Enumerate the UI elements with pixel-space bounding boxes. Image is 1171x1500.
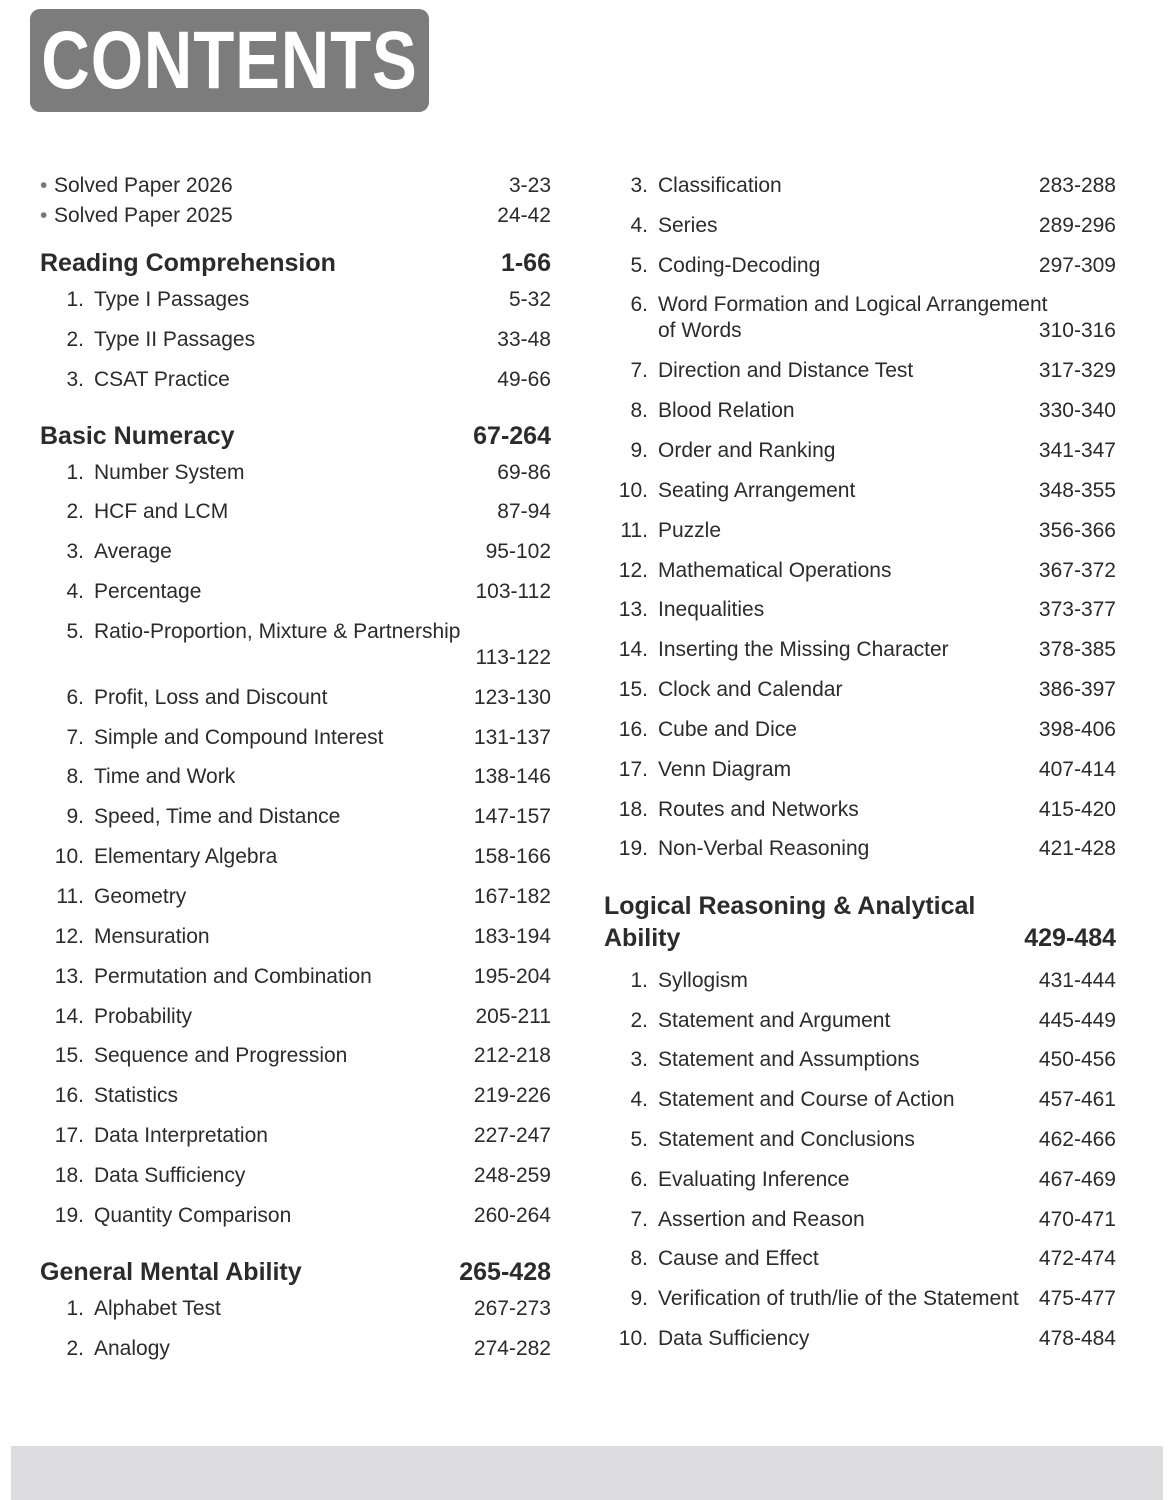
- entry-pages: 283-288: [1038, 174, 1116, 197]
- entry-pages: 472-474: [1038, 1247, 1116, 1270]
- entry-number: 19.: [54, 1204, 84, 1227]
- entry-pages: 24-42: [497, 204, 551, 227]
- entry-number: 17.: [54, 1124, 84, 1147]
- entry-title: Alphabet Test: [94, 1297, 221, 1320]
- entry-number: 14.: [618, 638, 648, 661]
- entry-pages: 373-377: [1038, 598, 1116, 621]
- entry-number: 12.: [54, 925, 84, 948]
- entry-title: Average: [94, 540, 172, 563]
- entry-title: Probability: [94, 1005, 193, 1028]
- entry-number: 3.: [66, 368, 84, 391]
- entry-pages: 348-355: [1038, 479, 1116, 502]
- entry-number: 9.: [630, 1287, 648, 1310]
- entry-title: Quantity Comparison: [94, 1204, 292, 1227]
- entry-pages: 219-226: [473, 1084, 551, 1107]
- entry-title: Non-Verbal Reasoning: [658, 837, 870, 860]
- entry-title: Clock and Calendar: [658, 678, 843, 701]
- entry-pages: 289-296: [1038, 214, 1116, 237]
- entry-pages: 123-130: [473, 686, 551, 709]
- entry-title: Coding-Decoding: [658, 254, 821, 277]
- entry-title: Routes and Networks: [658, 798, 859, 821]
- entry-number: 18.: [618, 798, 648, 821]
- entry-number: 2.: [66, 328, 84, 351]
- entry-title: Order and Ranking: [658, 439, 836, 462]
- entry-number: 14.: [54, 1005, 84, 1028]
- entry-pages: 378-385: [1038, 638, 1116, 661]
- entry-title: Cause and Effect: [658, 1247, 819, 1270]
- bullet: •: [40, 204, 48, 227]
- entry-number: 4.: [630, 1088, 648, 1111]
- entry-title: Inequalities: [658, 598, 765, 621]
- entry-pages: 227-247: [473, 1124, 551, 1147]
- entry-title: Profit, Loss and Discount: [94, 686, 328, 709]
- entry-pages: 341-347: [1038, 439, 1116, 462]
- entry-pages: 450-456: [1038, 1048, 1116, 1071]
- entry-number: 10.: [54, 845, 84, 868]
- section-title: Logical Reasoning & Analytical Ability: [604, 892, 976, 952]
- entry-title: Seating Arrangement: [658, 479, 856, 502]
- section-title: General Mental Ability: [40, 1258, 302, 1286]
- entry-number: 11.: [56, 885, 84, 908]
- entry-pages: 356-366: [1038, 519, 1116, 542]
- entry-number: 6.: [630, 293, 648, 316]
- entry-pages: 113-122: [475, 646, 551, 669]
- entry-pages: 167-182: [473, 885, 551, 908]
- entry-number: 6.: [630, 1168, 648, 1191]
- entry-number: 10.: [618, 479, 648, 502]
- entry-pages: 457-461: [1038, 1088, 1116, 1111]
- entry-title: Number System: [94, 461, 245, 484]
- entry-number: 4.: [630, 214, 648, 237]
- entry-number: 2.: [66, 500, 84, 523]
- entry-number: 6.: [66, 686, 84, 709]
- entry-title: Speed, Time and Distance: [94, 805, 341, 828]
- entry-pages: 367-372: [1038, 559, 1116, 582]
- entry-title: Word Formation and Logical Arrangement of Words: [658, 293, 1048, 342]
- entry-number: 17.: [618, 758, 648, 781]
- entry-title: Type II Passages: [94, 328, 256, 351]
- entry-number: 15.: [618, 678, 648, 701]
- entry-pages: 310-316: [1038, 319, 1116, 342]
- entry-pages: 87-94: [497, 500, 551, 523]
- entry-title: Data Sufficiency: [94, 1164, 246, 1187]
- toc-left-column: [40, 0, 551, 1400]
- entry-title: Sequence and Progression: [94, 1044, 348, 1067]
- entry-title: Elementary Algebra: [94, 845, 278, 868]
- entry-title: Data Sufficiency: [658, 1327, 810, 1350]
- section-pages: 67-264: [473, 422, 551, 450]
- entry-title: Geometry: [94, 885, 187, 908]
- entry-title: Data Interpretation: [94, 1124, 268, 1147]
- section-pages: 1-66: [500, 249, 551, 277]
- entry-title: Cube and Dice: [658, 718, 797, 741]
- entry-number: 16.: [54, 1084, 84, 1107]
- entry-title: Statement and Assumptions: [658, 1048, 920, 1071]
- entry-title: HCF and LCM: [94, 500, 229, 523]
- entry-title: Venn Diagram: [658, 758, 792, 781]
- entry-pages: 297-309: [1038, 254, 1116, 277]
- entry-pages: 3-23: [508, 174, 551, 197]
- section-title: Basic Numeracy: [40, 422, 235, 450]
- entry-number: 8.: [630, 1247, 648, 1270]
- entry-title: Solved Paper 2025: [54, 204, 233, 227]
- footer-bar: [11, 1446, 1163, 1500]
- entry-title: Permutation and Combination: [94, 965, 372, 988]
- entry-number: 11.: [620, 519, 648, 542]
- entry-title: Percentage: [94, 580, 202, 603]
- entry-pages: 478-484: [1038, 1327, 1116, 1350]
- entry-number: 5.: [630, 254, 648, 277]
- entry-number: 3.: [630, 1048, 648, 1071]
- entry-pages: 421-428: [1038, 837, 1116, 860]
- entry-title: Type I Passages: [94, 288, 250, 311]
- entry-pages: 407-414: [1038, 758, 1116, 781]
- entry-number: 13.: [54, 965, 84, 988]
- entry-number: 5.: [630, 1128, 648, 1151]
- entry-pages: 138-146: [473, 765, 551, 788]
- entry-pages: 415-420: [1038, 798, 1116, 821]
- entry-pages: 475-477: [1038, 1287, 1116, 1310]
- entry-title: Classification: [658, 174, 782, 197]
- entry-pages: 431-444: [1038, 969, 1116, 992]
- entry-title: Statistics: [94, 1084, 179, 1107]
- entry-title: Solved Paper 2026: [54, 174, 233, 197]
- entry-pages: 147-157: [473, 805, 551, 828]
- entry-title: Mathematical Operations: [658, 559, 892, 582]
- entry-title: Evaluating Inference: [658, 1168, 850, 1191]
- entry-title: Puzzle: [658, 519, 722, 542]
- entry-number: 2.: [66, 1337, 84, 1360]
- entry-title: Inserting the Missing Character: [658, 638, 949, 661]
- toc-entry[interactable]: [40, 619, 551, 671]
- entry-pages: 205-211: [475, 1005, 551, 1028]
- entry-pages: 195-204: [473, 965, 551, 988]
- entry-title: Statement and Argument: [658, 1009, 891, 1032]
- entry-number: 7.: [66, 726, 84, 749]
- entry-title: Verification of truth/lie of the Statement: [658, 1287, 1019, 1310]
- entry-number: 10.: [618, 1327, 648, 1350]
- entry-pages: 95-102: [485, 540, 551, 563]
- entry-number: 1.: [630, 969, 648, 992]
- entry-number: 15.: [54, 1044, 84, 1067]
- entry-title: Statement and Course of Action: [658, 1088, 955, 1111]
- section-title: Reading Comprehension: [40, 249, 336, 277]
- entry-number: 12.: [618, 559, 648, 582]
- entry-pages: 33-48: [497, 328, 551, 351]
- section-pages: 265-428: [459, 1258, 551, 1286]
- entry-pages: 317-329: [1038, 359, 1116, 382]
- entry-title: Syllogism: [658, 969, 748, 992]
- entry-pages: 386-397: [1038, 678, 1116, 701]
- entry-title: Time and Work: [94, 765, 236, 788]
- entry-pages: 131-137: [473, 726, 551, 749]
- entry-number: 1.: [66, 1297, 84, 1320]
- entry-number: 7.: [630, 359, 648, 382]
- entry-number: 16.: [618, 718, 648, 741]
- entry-title: Blood Relation: [658, 399, 795, 422]
- section-heading-logical-reasoning[interactable]: [604, 890, 1116, 954]
- entry-pages: 330-340: [1038, 399, 1116, 422]
- entry-pages: 5-32: [508, 288, 551, 311]
- toc-right-column: [604, 0, 1116, 1400]
- entry-number: 1.: [66, 461, 84, 484]
- entry-number: 2.: [630, 1009, 648, 1032]
- entry-pages: 445-449: [1038, 1009, 1116, 1032]
- entry-number: 3.: [630, 174, 648, 197]
- entry-pages: 103-112: [475, 580, 551, 603]
- section-pages: 429-484: [1024, 924, 1116, 952]
- entry-pages: 260-264: [473, 1204, 551, 1227]
- entry-number: 5.: [66, 620, 84, 643]
- entry-number: 9.: [630, 439, 648, 462]
- entry-number: 19.: [618, 837, 648, 860]
- entry-title: Simple and Compound Interest: [94, 726, 384, 749]
- entry-pages: 267-273: [473, 1297, 551, 1320]
- entry-pages: 69-86: [497, 461, 551, 484]
- entry-number: 8.: [630, 399, 648, 422]
- entry-title: Ratio-Proportion, Mixture & Partnership: [94, 620, 461, 643]
- entry-title: Direction and Distance Test: [658, 359, 914, 382]
- entry-title: Mensuration: [94, 925, 210, 948]
- entry-pages: 212-218: [473, 1044, 551, 1067]
- entry-title: Series: [658, 214, 718, 237]
- entry-pages: 274-282: [473, 1337, 551, 1360]
- entry-number: 4.: [66, 580, 84, 603]
- entry-pages: 462-466: [1038, 1128, 1116, 1151]
- entry-number: 1.: [66, 288, 84, 311]
- bullet: •: [40, 174, 48, 197]
- toc-entry[interactable]: [604, 292, 1116, 344]
- entry-title: Statement and Conclusions: [658, 1128, 915, 1151]
- entry-number: 9.: [66, 805, 84, 828]
- entry-pages: 183-194: [473, 925, 551, 948]
- entry-pages: 158-166: [473, 845, 551, 868]
- entry-number: 3.: [66, 540, 84, 563]
- entry-number: 18.: [54, 1164, 84, 1187]
- entry-title: Analogy: [94, 1337, 170, 1360]
- entry-pages: 470-471: [1038, 1208, 1116, 1231]
- entry-title: CSAT Practice: [94, 368, 230, 391]
- entry-title: Assertion and Reason: [658, 1208, 865, 1231]
- entry-pages: 398-406: [1038, 718, 1116, 741]
- entry-pages: 248-259: [473, 1164, 551, 1187]
- page-title: CONTENTS: [41, 14, 418, 106]
- entry-number: 8.: [66, 765, 84, 788]
- entry-pages: 467-469: [1038, 1168, 1116, 1191]
- entry-pages: 49-66: [497, 368, 551, 391]
- entry-number: 13.: [618, 598, 648, 621]
- entry-number: 7.: [630, 1208, 648, 1231]
